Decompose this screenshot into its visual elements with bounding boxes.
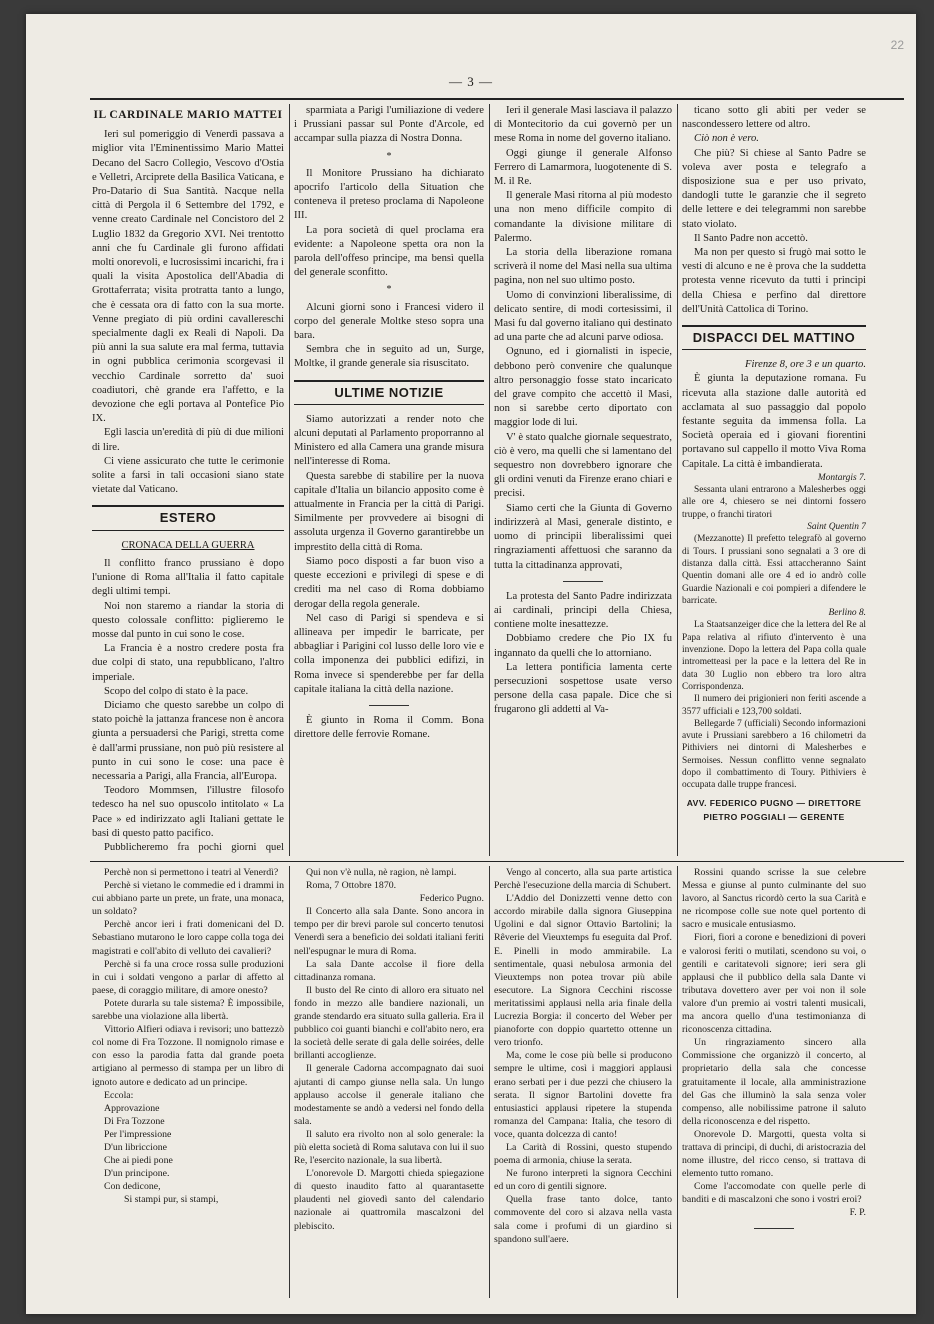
bottom-section-rule — [90, 861, 904, 862]
paragraph: Il generale Masi ritorna al più modesto una non meno difficile compito di comandante la divisione militare di Palermo. — [494, 190, 672, 244]
paragraph: Vittorio Alfieri odiava i revisori; uno battezzò col nome di Fra Tozzone. Il nomignolo rimase e con esso la parodia fatta dal grande poeta artigiano al permesso di stampa per un libro di ignoto autore e dedicato ad un principe. — [92, 1024, 284, 1088]
dateline: Firenze 8, ore 3 e un quarto. — [744, 359, 866, 371]
poem-line: D'un principone. — [104, 1168, 170, 1180]
dateline: Montargis 7. — [817, 472, 866, 483]
paragraph: Nel caso di Parigi si spendeva e si allineava per impedir le barricate, per abbagliar i Parigini col lusso delle loro vie e colla imponenza dei pubblici edifizi, in Roma invece si spenderebbe per far della capitale italiana la città della nazione. — [294, 612, 484, 695]
dispatch-item: Sessanta ulani entrarono a Malesherbes oggi alle ore 4, chiesero se nei dintorni fossero truppe, o franchi tiratori — [682, 485, 866, 520]
poem-line: Approvazione — [104, 1102, 160, 1114]
paragraph: È giunto in Roma il Comm. Bona direttore delle ferrovie Romane. — [294, 714, 484, 741]
bottom-column-1 — [92, 866, 284, 1298]
article-title-mattei: IL CARDINALE MARIO MATTEI — [93, 109, 283, 121]
top-rule — [90, 98, 904, 100]
section-title-estero: ESTERO — [92, 505, 284, 530]
paragraph: Perchè si fa una croce rossa sulle produzioni in cui i soldati vengono a parlar di affetto al paese, di coraggio militare, di amore onesto? — [92, 958, 284, 996]
paragraph: Perchè si vietano le commedie ed i drammi in cui abbiano parte un prete, un frate, una monaca, un soldato? — [92, 880, 284, 918]
paragraph: La protesta del Santo Padre indirizzata ai cardinali, principi della Chiesa, contiene molte inesattezze. — [494, 590, 672, 631]
paragraph: Quella frase tanto dolce, tanto commovente del coro si alzava nella vasta sala come i profumi di un giardino si spandono sull'aere. — [494, 1194, 672, 1245]
separator — [369, 705, 409, 706]
poem-line: D'un libriccione — [104, 1141, 167, 1153]
paragraph: Qui non v'è nulla, nè ragion, nè lampi. — [306, 867, 457, 878]
dispatch-item: (Mezzanotte) Il prefetto telegrafò al governo di Tours. I prussiani sono segnalati a 3 ore di distanza dalla città. Essi attaccheranno Saint Quentin domani alle ore 4 ed io andrò colle Guardie Nazionali e coi pompieri a difendere le barricate. — [682, 534, 866, 606]
bottom-column-3 — [494, 866, 672, 1298]
paragraph: Onorevole D. Margotti, questa volta si trattava di principi, di duchi, di aristocrazia del nome illustre, del ricco censo, si trattava di elemento tutto romano. — [682, 1128, 866, 1180]
paragraph: La Carità di Rossini, questo stupendo poema di armonia, chiuse la serata. — [494, 1141, 672, 1167]
paragraph: Egli lascia un'eredità di più di due milioni di lire. — [92, 427, 284, 453]
newspaper-page — [26, 14, 916, 1314]
paragraph: Siamo autorizzati a render noto che alcuni deputati al Parlamento proporranno al Ministero ed alla Camera una grande misura nell'interesse di Roma. — [294, 413, 484, 468]
paragraph: Ieri sul pomeriggio di Venerdì passava a miglior vita l'Eminentissimo Mario Mattei Decano del Sacro Collegio, Vescovo d'Ostia e Velletri, Arciprete della Basilica Vaticana, e Pro-Datario di Sua Santità. Nacque nella città di Pergola il 6 Settembre del 1792, e venne creato Cardinale nel Concistoro del 2 Luglio 1832 da Gregorio XVI. Nei trentotto anni che fu Cardinale gli furono affidati molti onorevoli, e lucrosissimi incarichi, fra i quali la visita Apostolica dell'Abadia di Grottaferrata; visita protratta tanto a lungo, che è cessata ora di fatto con la sua morte. Venne pregiato di più ordini cavallereschi specialmente dagli ex Reali di Napoli. Da più anni la sua salute era mal ferma, tuttavia in ogni pubblica cerimonia scorgevasi il vecchio Cardinale sorretto da' suoi coadiutori, chè grande era l'affetto, e la devozione che egli portava al Pontefice Pio IX. — [92, 129, 284, 425]
section-title-ultime-notizie: ULTIME NOTIZIE — [294, 380, 484, 405]
poem-line: Di Fra Tozzone — [104, 1115, 165, 1127]
paragraph: Siamo certi che la Giunta di Governo indirizzerà al Masi, generale distinto, e uomo di principii liberalissimi quei ringraziamenti affettuosi che saranno da tutta la cittadinanza approvati, — [494, 502, 672, 571]
star-separator: * — [386, 150, 392, 162]
paragraph: Ognuno, ed i giornalisti in ispecie, debbono però convenire che qualunque altro personaggio fosse stato incaricato del grave compito che accettò il Masi, non si sarebbe certo diportato con maggior lode di lui. — [494, 346, 672, 429]
column-4 — [682, 104, 866, 856]
paragraph: Perchè ancor ieri i frati domenicani del D. Sebastiano mutarono le loro cappe colla toga dei magistrati e coll'abito di velluto dei cavalieri? — [92, 919, 284, 957]
paragraph: Ma non per questo si frugò mai sotto le vesti di alcuno e ne è prova che la suddetta protesta venne ricevuto da tutti i principi della Chiesa e perfino dal direttore dell'Unità Cattolica di Torino. — [682, 247, 866, 315]
section-subtitle: CRONACA DELLA GUERRA — [121, 539, 255, 551]
dispatch-item: Bellegarde 7 (ufficiali) Secondo informazioni avute i Prussiani sarebbero a 16 chilometri da Pithiviers nei dintorni di Malesherbes e Sermoises. Nessun conflitto venne segnalato dopo il combattimento di Toury. Pithiviers è occupata dalle truppe francesi. — [682, 718, 866, 791]
column-divider — [677, 104, 678, 856]
poem-line: Si stampi pur, si stampi, — [124, 1194, 219, 1206]
signature-initials: F. P. — [849, 1207, 866, 1219]
column-1 — [92, 104, 284, 856]
poem-line: Per l'impressione — [104, 1128, 172, 1140]
separator — [754, 1228, 794, 1229]
paragraph: La pora società di quel proclama era evidente: a Napoleone spetta ora non la parola dell'offeso principe, ma bensì quella del generale sconfitto. — [294, 224, 484, 279]
paragraph: È giunta la deputazione romana. Fu ricevuta alla stazione dalle autorità ed acclamata al suo passaggio dal popolo festante seguita da immensa folla. La Società operaia ed i giovani fiorentini portavano sul cappello il motto Viva Roma Capitale. La città è imbandierata. — [682, 373, 866, 470]
dateline: Saint Quentin 7 — [807, 522, 866, 533]
separator — [563, 581, 603, 582]
paragraph: Ciò non è vero. — [694, 133, 759, 145]
paragraph: Uomo di convinzioni liberalissime, di delicato sentire, di modi cortesissimi, il Masi fu dal governo italiano qui destinato ad una parte che ad alcuni parve odiosa. — [494, 289, 672, 344]
paragraph: Un ringraziamento sincero alla Commissione che organizzò il concerto, al proprietario della sala che concesse gratuitamente il locale, alla amministrazione del Gas che illuminò la sala senza voler compenso, alle nobilissime patrone il saluto della riconoscenza e del rispetto. — [682, 1037, 866, 1127]
paragraph: Il busto del Re cinto di alloro era situato nel fondo in mezzo alle bandiere nazionali, un grande stendardo era situato sulla galleria. Era il pubblico coi guanti bianchi e coll'abito nero, era la società delle serate di gala delle soirées, delle brillanti accoglienze. — [294, 984, 484, 1062]
paragraph: Rossini quando scrisse la sue celebre Messa e giunse al punto culminante del suo lavoro, al Sanctus ricordò certo la sua Carità e ne ricompose colle sue note quel portento di sacro e musicale entusiasmo. — [682, 867, 866, 931]
paragraph: L'Addio del Donizzetti venne detto con accordo mirabile dalla signora Giuseppina Ugolini e dal signor Ottavio Bartolini; la Rêverie del Vieuxtemps fu eseguita dal Prof. E. Pinelli in modo ammirabile. La sentimentale, quasi nebulosa armonia del Vieuxtemps non potea trovar più abile esecutore. La Signora Cecchini riscosse meritatissimi applausi nella aria finale della Lucrezia Borgia: il concerto del Weber per pianoforte con doppio quartetto ottenne un vero trionfo. — [494, 893, 672, 1049]
bottom-column-2 — [294, 866, 484, 1298]
paragraph: Potete durarla su tale sistema? È impossibile, sarebbe una violazione alla libertà. — [92, 997, 284, 1023]
signature-director: AVV. FEDERICO PUGNO — DIRETTORE — [686, 797, 862, 808]
poem-line: Con dedicone, — [104, 1181, 161, 1193]
byline: Federico Pugno. — [419, 893, 484, 905]
paragraph: Ma, come le cose più belle si producono sempre le ultime, così i maggiori applausi erano serbati per i due pezzi che chiusero la serata. Il signor Bartolini dovette fra entusiastici applausi ripetere la stupenda romanza del Campana: Italia, che tesoro di voce, quanta dolcezza di canto! — [494, 1050, 672, 1140]
paragraph: Ne furono interpreti la signora Cecchini ed un coro di gentili signore. — [494, 1168, 672, 1193]
paragraph: ticano sotto gli abiti per veder se nascondessero lettere od altro. — [682, 105, 866, 131]
paragraph: Il Monitore Prussiano ha dichiarato apocrifo l'articolo della Situation che conteneva il preteso proclama di Napoleone III. — [294, 167, 484, 222]
dispatch-item: Il numero dei prigionieri non feriti ascende a 3577 ufficiali e 123,700 soldati. — [682, 694, 866, 717]
paragraph: Questa sarebbe di stabilire per la nuova capitale d'Italia un bilancio apposito come è attualmente in Francia per la città di Parigi. Similmente per provvedere ai bisogni di assoluta urgenza il Governo garantirebbe un imprestito della città di Roma. — [294, 470, 484, 553]
paragraph: Il Santo Padre non accettò. — [694, 232, 808, 244]
paragraph: La storia della liberazione romana scriverà il nome del Masi nella sua ultima pagina, non nel suo ultimo posto. — [494, 247, 672, 287]
paragraph: Oggi giunge il generale Alfonso Ferrero di Lamarmora, luogotenente di S. M. il Re. — [494, 147, 672, 188]
paragraph: Teodoro Mommsen, l'illustre filosofo tedesco ha nel suo opuscolo intitolato « La Pace » ed indirizzato agli Italiani gettate le basi di questo patto pacifico. — [92, 785, 284, 839]
paragraph: Ieri il generale Masi lasciava il palazzo di Montecitorio da cui governò per un mese Roma in nome del governo italiano. — [494, 105, 672, 145]
paragraph: Che più? Si chiese al Santo Padre se voleva aver posta e telegrafo a disposizione sua e per uso privato, dandogli tutte le garanzie che il segreto delle lettere e dei telegrammi non sarebbe stato violato. — [682, 147, 866, 230]
paragraph: Alcuni giorni sono i Francesi videro il corpo del generale Moltke steso sopra una bara. — [294, 301, 484, 342]
poem-line: Che ai piedi pone — [104, 1155, 173, 1167]
paragraph: Vengo al concerto, alla sua parte artistica Perchè l'esecuzione della marcia di Schubert. — [494, 867, 672, 892]
dateline: Berlino 8. — [828, 608, 866, 619]
signature-manager: PIETRO POGGIALI — GERENTE — [703, 811, 845, 822]
paragraph: Perchè non si permettono i teatri al Venerdì? — [104, 867, 279, 878]
paragraph: Sembra che in seguito ad un, Surge, Moltke, il grande generale sia risuscitato. — [294, 344, 484, 370]
column-divider — [289, 104, 290, 856]
paragraph: Il conflitto franco prussiano è dopo l'unione di Roma all'Italia il fatto capitale degli ultimi tempi. — [92, 557, 284, 598]
page-number: — 3 — — [449, 74, 493, 89]
column-divider — [489, 104, 490, 856]
paragraph: Ci viene assicurato che tutte le cerimonie solite a farsi in tali occasioni siano state vietate dal Vaticano. — [92, 455, 284, 496]
paragraph: L'onorevole D. Margotti chieda spiegazione di questo inaudito fatto al quarantasette plaudenti nel giovedì santo del calendario nazionale ai quattromila mascalzoni del plebiscito. — [294, 1168, 484, 1232]
paragraph: Il saluto era rivolto non al solo generale: la più eletta società di Roma salutava con lui il suo Re, l'esercito nazionale, la sua libertà. — [294, 1128, 484, 1167]
column-2 — [294, 104, 484, 856]
section-title-dispacci: DISPACCI DEL MATTINO — [682, 325, 866, 350]
dispatch-item: La Staatsanzeiger dice che la lettera del Re al Papa relativa al rifiuto d'intervento è una invenzione. Dopo la lettera del Papa colla quale intrometteasi per la pace e la lettera del Re in data 30 Luglio non ebbero tra loro altra Corrispondenza. — [682, 620, 866, 692]
paragraph: Roma, 7 Ottobre 1870. — [306, 880, 397, 892]
paragraph: Fiori, fiori a corone e benedizioni di poveri e valorosi feriti o mutilati, scendono su voi, o gentili e caritatevoli signore; ieri sera gli applausi che il pubblico della sala Dante vi tributava dovettero aver per voi non il sole valore d'un premio ai vostri talenti musicali, ma ancora quello d'una testimonianza di riconoscenza cittadina. — [682, 932, 866, 1036]
bottom-column-4 — [682, 866, 866, 1298]
paragraph: La sala Dante accolse il fiore della cittadinanza romana. — [294, 958, 484, 983]
paragraph: La Francia è a nostro credere posta fra due colpi di stato, una repubblicano, l'altro imperiale. — [92, 643, 284, 683]
paragraph: Il generale Cadorna accompagnato dai suoi ajutanti di campo giunse nella sala. Un lungo applauso accolse il generale italiano che modestamente se andò a vedersi nel fondo della sala. — [294, 1063, 484, 1127]
paragraph: Pubblicheremo fra pochi giorni quel — [104, 841, 284, 853]
paragraph: Siamo poco disposti a far buon viso a queste eccezioni e privilegi di spese e di crediti ma nel caso di Roma dobbiamo derogar della regola generale. — [294, 555, 484, 610]
paragraph: Come l'accomodate con quelle perle di banditi e di mascalzoni che sono i vostri eroi? — [682, 1181, 866, 1206]
paragraph: Eccola: — [104, 1089, 134, 1101]
paragraph: Scopo del colpo di stato è la pace. — [104, 685, 249, 697]
paragraph: sparmiata a Parigi l'umiliazione di vedere i Prussiani passar sul Ponte d'Arcole, ed accampar sulla piazza di Nostra Donna. — [294, 105, 484, 145]
paragraph: Diciamo che questo sarebbe un colpo di stato poichè la jattanza francese non è ancora giunta a persuadersi che Parigi, stretta come è dall'armi prussiane, non può più resistere al punto in cui sono le cose: una pace è necessaria a Parigi, alla Francia, all'Europa. — [92, 699, 284, 782]
paragraph: Dobbiamo credere che Pio IX fu ingannato da quelli che lo attorniano. — [494, 633, 672, 659]
column-divider — [289, 866, 290, 1298]
column-divider — [677, 866, 678, 1298]
star-separator: * — [386, 284, 392, 296]
column-divider — [489, 866, 490, 1298]
paragraph: Noi non staremo a riandar la storia di questo colossale conflitto: piglieremo le mosse dal punto in cui sono le cose. — [92, 600, 284, 640]
paragraph: V' è stato qualche giornale sequestrato, ciò è vero, ma quelli che si lamentano del sequestro non dovrebbero ignorare che gli ordini venuti da Firenze erano chiari e precisi. — [494, 431, 672, 500]
paragraph: La lettera pontificia lamenta certe persecuzioni sospettose usate verso persone della casa papale. Dice che si frugarono gli addetti al Va- — [494, 661, 672, 716]
corner-number: 22 — [890, 38, 904, 52]
column-3 — [494, 104, 672, 856]
paragraph: Il Concerto alla sala Dante. Sono ancora in tempo per dir brevi parole sul concerto tenutosi Venerdì sera a beneficio dei soldati italiani feriti nell'espugnar le mura di Roma. — [294, 906, 484, 957]
